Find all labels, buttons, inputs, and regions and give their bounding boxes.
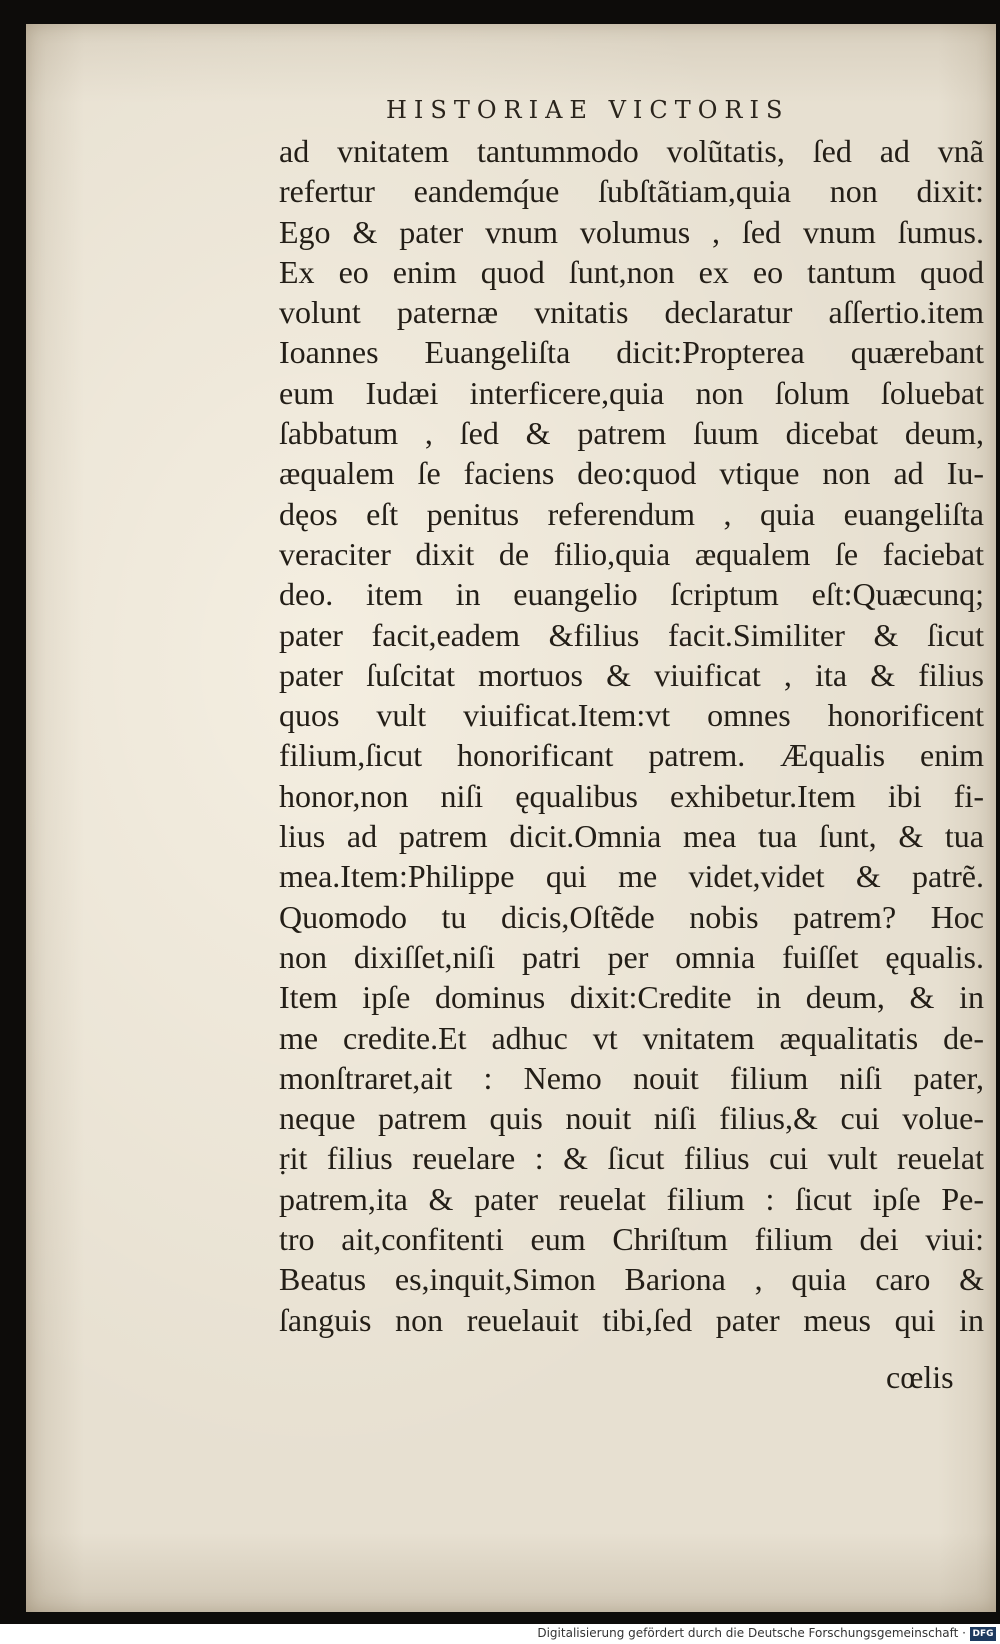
text-line: ad vnitatem tantummodo volũtatis, ſed ad vnã: [279, 133, 984, 169]
main-text-block: [279, 131, 984, 1340]
text-line: eum Iudæi interficere,quia non ſolum ſoluebat: [279, 374, 984, 411]
text-line: refertur eandemq́ue ſubſtãtiam,quia non dixit:: [279, 173, 984, 210]
text-line: Quomodo tu dicis,Oſtẽde nobis patrem? Hoc: [279, 898, 984, 935]
text-line: non dixiſſet,niſi patri per omnia fuiſſet ęqualis.: [279, 938, 984, 975]
text-line: veraciter dixit de filio,quia æqualem ſe faciebat: [279, 535, 984, 572]
text-line: ṛit filius reuelare : & ſicut filius cui vult reuelat: [279, 1140, 984, 1177]
text-line: Ego & pater vnum volumus , ſed vnum ſumus.: [279, 213, 984, 250]
catchword: cœlis: [886, 1359, 954, 1395]
funding-note: Digitalisierung gefördert durch die Deutsche Forschungsgemeinschaft ·: [537, 1626, 966, 1640]
text-line: Item ipſe dominus dixit:Credite in deum, & in: [279, 979, 984, 1016]
text-line: pater ſuſcitat mortuos & viuificat , ita & filius: [279, 656, 984, 693]
text-line: Beatus es,inquit,Simon Bariona , quia caro &: [279, 1261, 984, 1298]
text-line: tro ait,confitenti eum Chriſtum filium dei viui:: [279, 1221, 984, 1258]
text-line: æqualem ſe faciens deo:quod vtique non ad Iu-: [279, 455, 984, 492]
text-line: ſanguis non reuelauit tibi,ſed pater meus qui in: [279, 1301, 984, 1338]
text-line: ſabbatum , ſed & patrem ſuum dicebat deum,: [279, 415, 984, 452]
text-line: volunt paternæ vnitatis declaratur aſſertio.item: [279, 294, 984, 331]
text-line: quos vult viuificat.Item:vt omnes honorificent: [279, 697, 984, 734]
text-line: monſtraret,ait : Nemo nouit filium niſi pater,: [279, 1059, 984, 1096]
dfg-logo: DFG: [970, 1627, 996, 1641]
text-line: Ex eo enim quod ſunt,non ex eo tantum quod: [279, 253, 984, 290]
text-line: dęos eſt penitus referendum , quia euangeliſta: [279, 495, 984, 532]
text-line: lius ad patrem dicit.Omnia mea tua ſunt, & tua: [279, 818, 984, 855]
text-line: filium,ſicut honorificant patrem. Æqualis enim: [279, 737, 984, 774]
text-line: patrem,ita & pater reuelat filium : ſicut ipſe Pe-: [279, 1180, 984, 1217]
text-line: pater facit,eadem &filius facit.Similiter & ſicut: [279, 616, 984, 653]
text-line: deo. item in euangelio ſcriptum eſt:Quæcunq;: [279, 576, 984, 613]
text-line: honor,non niſi ęqualibus exhibetur.Item ibi fi-: [279, 777, 984, 814]
text-line: me credite.Et adhuc vt vnitatem æqualitatis de-: [279, 1019, 984, 1056]
text-line: Ioannes Euangeliſta dicit:Propterea quærebant: [279, 334, 984, 371]
book-page: [26, 24, 996, 1612]
footer-strip: [0, 1624, 1000, 1644]
text-line: mea.Item:Philippe qui me videt,videt & patrẽ.: [279, 858, 984, 895]
text-line: neque patrem quis nouit niſi filius,& cui volue-: [279, 1100, 984, 1137]
running-head: HISTORIAE VICTORIS: [386, 96, 790, 124]
